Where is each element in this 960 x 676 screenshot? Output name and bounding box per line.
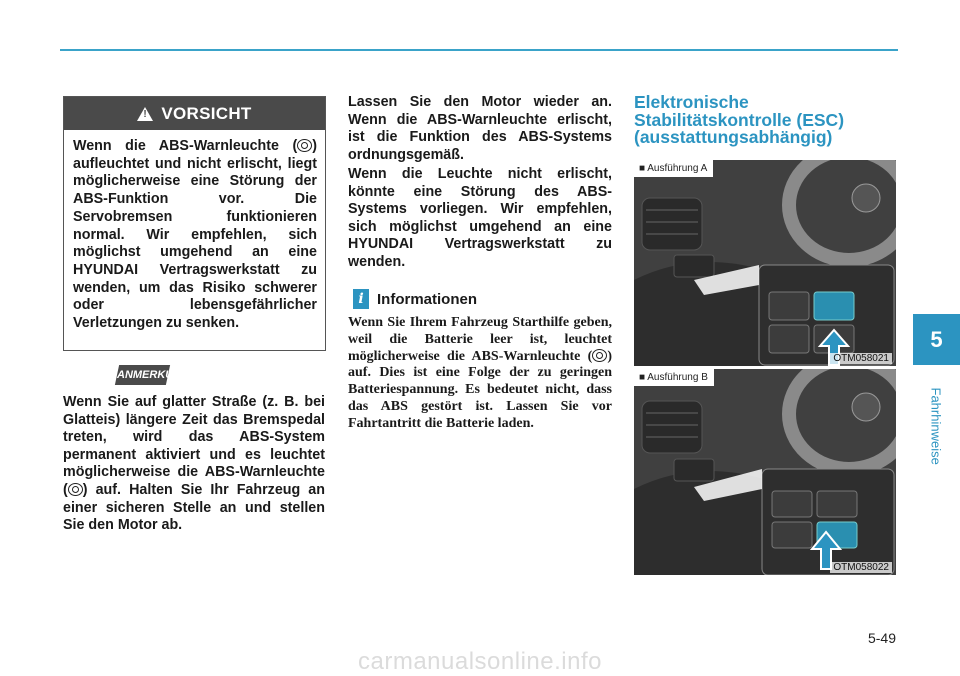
figure-b-label: ■ Ausführung B xyxy=(634,369,714,386)
dashboard-illustration-a xyxy=(634,160,896,366)
caution-text-part1: Wenn die ABS-Warnleuchte ( xyxy=(73,138,298,154)
note-badge-label: ANMERKUNG xyxy=(117,369,190,381)
info-text-part2: ) auf. Dies ist eine Folge der zu geringen Batteriespannung. Es bedeutet nicht, dass das ABS gestört ist. Lassen Sie vor Fahrtantritt die Batterie laden. xyxy=(348,348,612,431)
esc-section-title xyxy=(634,94,896,147)
abs-warning-icon xyxy=(592,349,607,362)
middle-paragraph-1: Lassen Sie den Motor wieder an. Wenn die ABS-Warnleuchte erlischt, ist die Funktion des ABS-Systems ordnungsgemäß. xyxy=(348,94,612,163)
watermark: carmanualsonline.info xyxy=(358,648,602,675)
info-icon: i xyxy=(353,289,369,309)
figure-b-code: OTM058022 xyxy=(830,562,892,573)
figure-variant-a xyxy=(634,160,896,366)
caution-title: VORSICHT xyxy=(161,103,252,123)
middle-paragraph-2: Wenn die Leuchte nicht erlischt, könnte eine Störung des ABS-Systems vorliegen. Wir empfehlen, sich möglichst umgehend an eine HYUNDAI Vertragswerkstatt zu wenden. xyxy=(348,166,612,270)
dashboard-illustration-b xyxy=(634,369,896,575)
caution-box xyxy=(63,96,326,351)
chapter-tab: 5 xyxy=(913,314,960,365)
note-badge xyxy=(117,365,190,385)
info-text xyxy=(348,315,612,433)
esc-title-line3: (ausstattungsabhängig) xyxy=(634,127,833,147)
caution-header xyxy=(64,97,325,130)
note-text-part2: ) auf. Halten Sie Ihr Fahrzeug an einer sicheren Stelle an und stellen Sie den Motor ab. xyxy=(63,481,325,534)
figure-a-label: ■ Ausführung A xyxy=(634,160,713,177)
header-rule xyxy=(60,49,898,51)
info-title: Informationen xyxy=(377,290,477,308)
info-heading xyxy=(353,289,477,309)
caution-text xyxy=(64,130,325,333)
note-text xyxy=(63,394,325,535)
esc-title-line2: Stabilitätskontrolle (ESC) xyxy=(634,109,845,130)
info-text-part1: Wenn Sie Ihrem Fahrzeug Starthilfe geben, weil die Batterie leer ist, leuchtet möglicherweise die ABS-Warnleuchte ( xyxy=(348,315,612,364)
page-number: 5-49 xyxy=(867,630,896,646)
caution-text-part2: ) aufleuchtet und nicht erlischt, liegt möglicherweise eine Störung der ABS-Funktion vor. Die Servobremsen funktionieren normal. Wir empfehlen, sich möglichst umgehend an eine HYUNDAI Vertragswerkstatt zu wenden, um das Risiko schwerer oder lebensgefährlicher Verletzungen zu senken. xyxy=(73,138,317,332)
esc-title-line1: Elektronische xyxy=(634,92,749,112)
chapter-label: Fahrhinweise xyxy=(928,387,944,465)
figure-variant-b xyxy=(634,369,896,575)
note-text-part1: Wenn Sie auf glatter Straße (z. B. bei Glatteis) längere Zeit das Bremspedal treten, wird das ABS-System permanent aktiviert und es leuchtet möglicherweise die ABS-Warnleuchte ( xyxy=(63,394,325,498)
warning-triangle-icon xyxy=(137,107,153,121)
abs-warning-icon xyxy=(297,139,312,152)
figure-a-code: OTM058021 xyxy=(830,353,892,364)
abs-warning-icon xyxy=(68,483,83,496)
